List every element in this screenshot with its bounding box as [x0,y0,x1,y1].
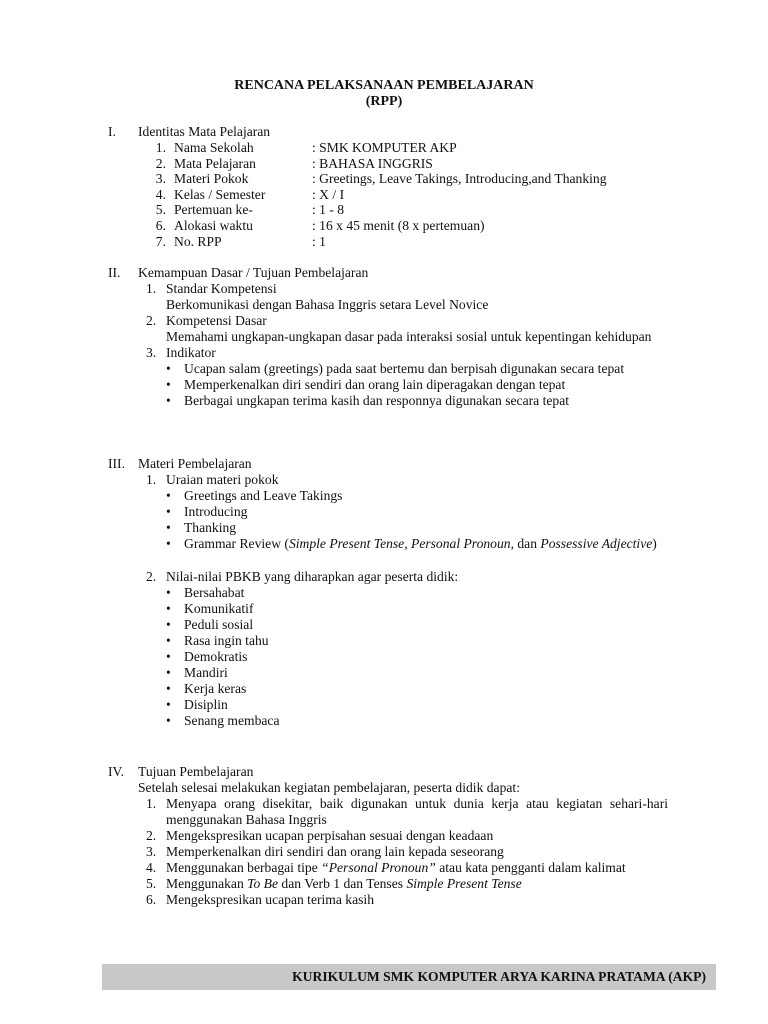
bullet-item: • Demokratis [108,649,668,665]
list-item [108,472,668,488]
page-footer [102,964,716,990]
bullet-item: • Peduli sosial [108,617,668,633]
list-item [108,876,668,892]
section-intro: Setelah selesai melakukan kegiatan pembelajaran, peserta didik dapat: [138,780,520,795]
bullet-item: • Greetings and Leave Takings [108,488,668,504]
item-number: 3. [146,345,157,360]
item-number: 4. [146,860,157,875]
section-title: Tujuan Pembelajaran [138,764,254,779]
goal-list [108,796,668,908]
section-numeral: IV. [108,764,124,779]
bullet-item: • Thanking [108,520,668,536]
list-item [108,796,668,828]
item-text: Menyapa orang disekitar, baik digunakan untuk dunia kerja atau kegiatan sehari-hari menggunakan Bahasa Inggris [166,796,668,827]
item-text: Menggunakan [166,876,248,891]
row-value: : X / I [312,186,345,202]
section-materi [108,456,668,729]
row-number: 7. [155,233,166,249]
item-number: 3. [146,844,157,859]
item-text: Memahami ungkapan-ungkapan dasar pada interaksi sosial untuk kepentingan kehidupan [166,329,652,344]
row-number: 2. [155,155,166,171]
item-number: 6. [146,892,157,907]
material-list [108,488,668,552]
grammar-suffix: ) [652,536,657,551]
indicator-list [108,361,668,409]
bullet-item: • Disiplin [108,697,668,713]
section-kemampuan-dasar [108,265,668,409]
section-title: Identitas Mata Pelajaran [138,124,271,139]
grammar-prefix: Grammar Review ( [184,536,289,551]
row-number: 6. [155,217,166,233]
list-item [108,892,668,908]
item-label: Standar Kompetensi [166,281,277,296]
bullet-item: • Komunikatif [108,601,668,617]
item-number: 2. [146,569,157,584]
row-value: : BAHASA INGGRIS [312,155,433,171]
identity-table [146,140,668,249]
row-value: : 1 - 8 [312,202,345,218]
item-term: To Be [247,876,279,891]
grammar-term: Possessive Adjective [540,536,653,551]
section-numeral: II. [108,265,121,280]
item-number: 5. [146,876,157,891]
item-text: atau kata pengganti dalam kalimat [435,860,626,875]
row-value: : Greetings, Leave Takings, Introducing,and Thanking [312,171,607,187]
bullet-item: • Rasa ingin tahu [108,633,668,649]
row-label: Alokasi waktu [174,217,253,233]
bullet-item: • Memperkenalkan diri sendiri dan orang lain diperagakan dengan tepat [108,377,668,393]
row-number: 3. [155,171,166,187]
item-term: Simple Present Tense [406,876,522,891]
section-title: Materi Pembelajaran [138,456,252,471]
row-label: Pertemuan ke- [174,202,253,218]
section-numeral: I. [108,124,116,139]
bullet-item: • Mandiri [108,665,668,681]
identity-row [146,140,668,156]
identity-row [146,156,668,172]
list-item [108,345,668,361]
section-tujuan [108,764,668,908]
item-number: 1. [146,472,157,487]
bullet-item: • Ucapan salam (greetings) pada saat bertemu dan berpisah digunakan secara tepat [108,361,668,377]
item-number: 2. [146,828,157,843]
item-number: 2. [146,313,157,328]
values-list [108,585,668,729]
competency-list [108,281,668,409]
bullet-item-grammar [108,536,668,552]
section-title: Kemampuan Dasar / Tujuan Pembelajaran [138,265,369,280]
identity-row [146,218,668,234]
identity-row [146,202,668,218]
bullet-item: • Senang membaca [108,713,668,729]
row-value: : 16 x 45 menit (8 x pertemuan) [312,217,485,233]
footer-text: KURIKULUM SMK KOMPUTER ARYA KARINA PRATAMA (AKP) [292,969,706,984]
item-text: Mengekspresikan ucapan terima kasih [166,892,374,907]
list-item [108,313,668,329]
row-label: Nama Sekolah [174,140,254,155]
list-item [108,844,668,860]
list-item [108,281,668,297]
section-identitas [108,124,668,249]
bullet-item: • Introducing [108,504,668,520]
row-value: : SMK KOMPUTER AKP [312,140,457,155]
list-item [108,569,668,585]
row-value: : 1 [312,233,326,249]
item-text: dan Verb 1 dan Tenses [278,876,407,891]
row-label: No. RPP [174,233,222,249]
bullet-item: • Kerja keras [108,681,668,697]
item-term: “Personal Pronoun” [321,860,436,875]
item-number: 1. [146,281,157,296]
row-label: Mata Pelajaran [174,155,256,171]
item-label: Indikator [166,345,216,360]
item-label: Kompetensi Dasar [166,313,267,328]
identity-row [146,234,668,250]
list-item [108,860,668,876]
item-text: Mengekspresikan ucapan perpisahan sesuai dengan keadaan [166,828,494,843]
item-text: Memperkenalkan diri sendiri dan orang lain kepada seseorang [166,844,504,859]
grammar-term: Simple Present Tense, Personal Pronoun [288,536,511,551]
item-label: Uraian materi pokok [166,472,279,487]
item-text: Menggunakan berbagai tipe [166,860,322,875]
section-numeral: III. [108,456,125,471]
grammar-mid: , dan [510,536,541,551]
item-text: Berkomunikasi dengan Bahasa Inggris setara Level Novice [166,297,489,312]
identity-row [146,187,668,203]
row-label: Materi Pokok [174,171,249,187]
item-label: Nilai-nilai PBKB yang diharapkan agar peserta didik: [166,569,459,584]
list-item [108,828,668,844]
identity-row [146,171,668,187]
bullet-item: • Bersahabat [108,585,668,601]
row-number: 4. [155,186,166,202]
item-number: 1. [146,796,157,811]
row-label: Kelas / Semester [174,186,266,202]
document-subtitle: (RPP) [365,94,403,109]
bullet-item: • Berbagai ungkapan terima kasih dan responnya digunakan secara tepat [108,393,668,409]
row-number: 1. [155,140,166,155]
document-title: RENCANA PELAKSANAAN PEMBELAJARAN [234,78,534,93]
row-number: 5. [155,202,166,218]
